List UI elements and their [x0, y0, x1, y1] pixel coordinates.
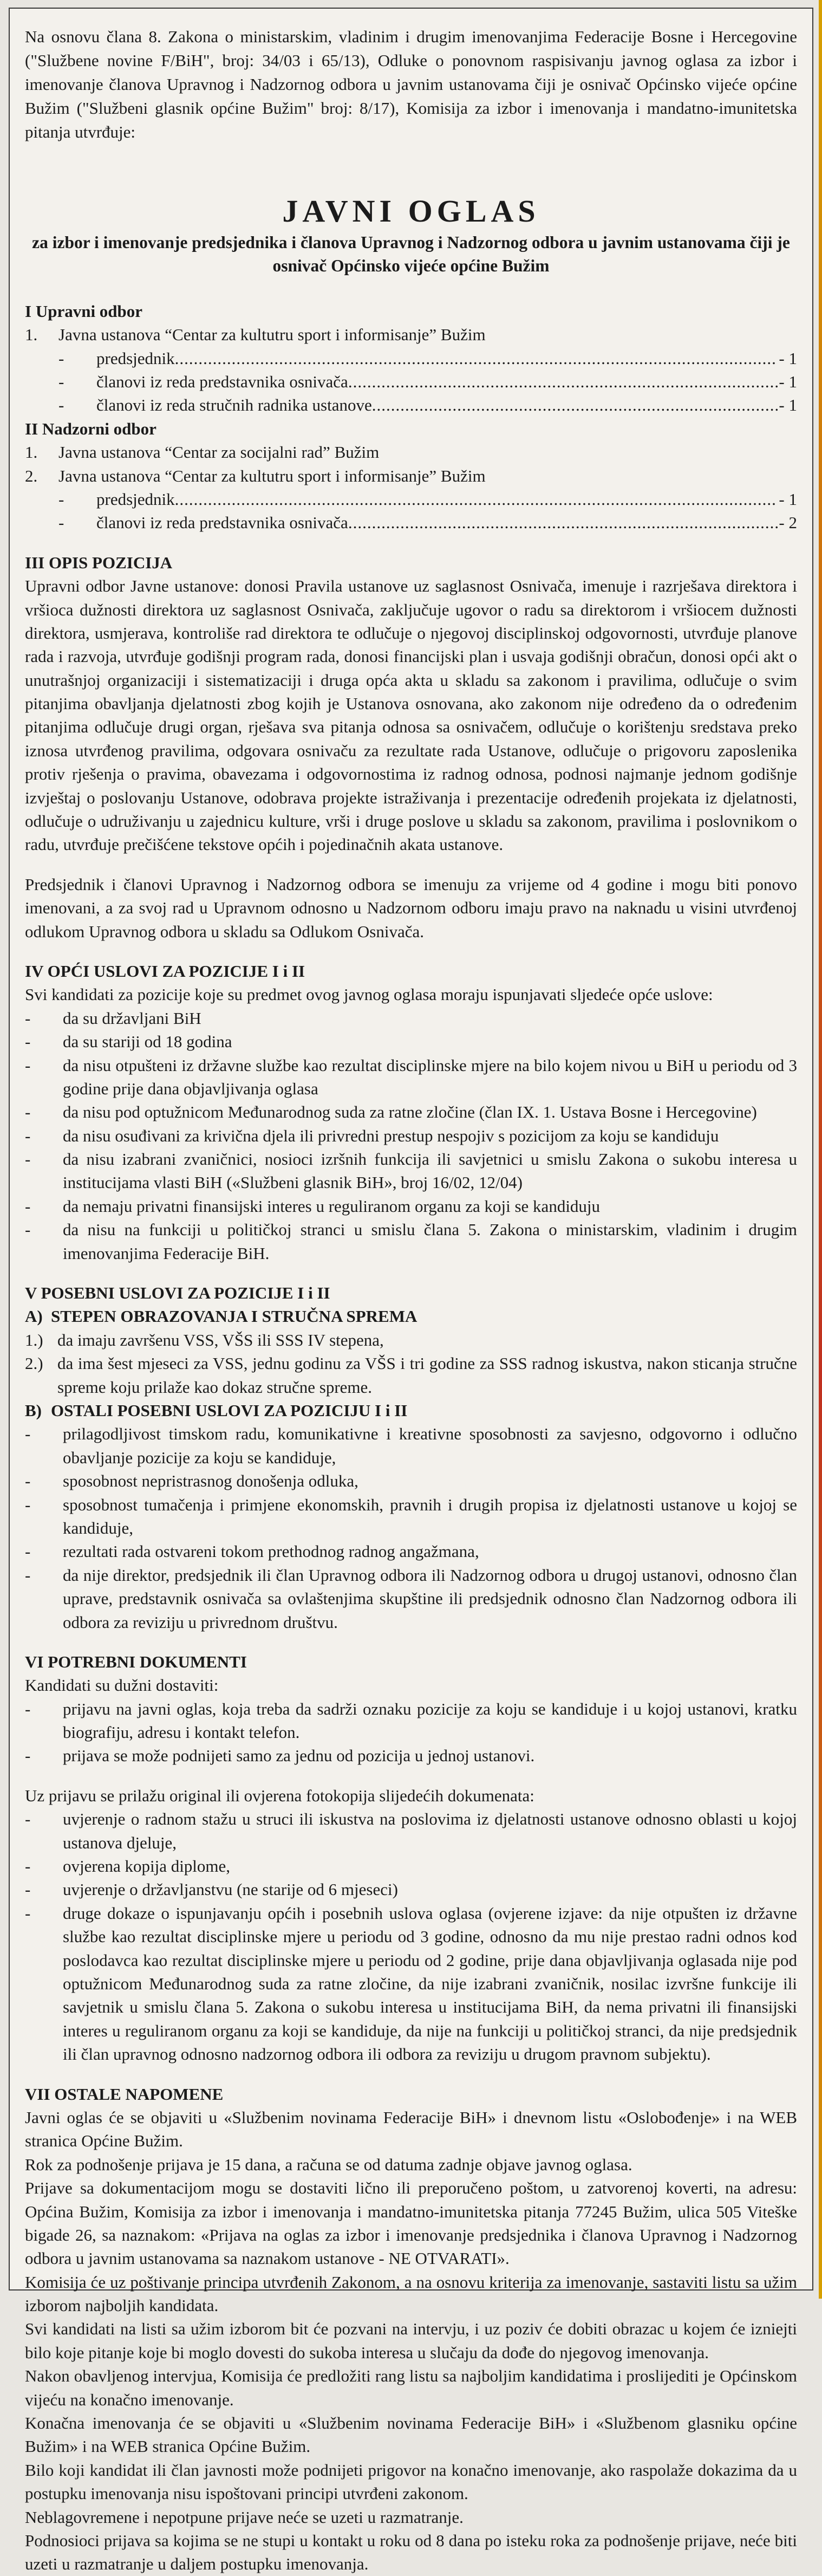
attachments-lead: Uz prijavu se prilažu original ili ovjerena fotokopija slijedećih dokumenata:: [25, 1786, 534, 1805]
note-paragraph: Podnosioci prijava sa kojima se ne stupi u kontakt u roku od 8 dana po isteku roka za podnošenje prijave, neće biti uzeti u razmatranje u daljem postupku imenovanja.: [25, 2530, 797, 2574]
position-line: - članovi iz reda predstavnika osnivača ..... - 1: [25, 370, 797, 393]
section-heading-nadzorni-odbor: II Nadzorni odbor: [25, 419, 156, 438]
section-heading-opis-pozicija: III OPIS POZICIJA: [25, 553, 173, 572]
section-heading-opci-uslovi: IV OPĆI USLOVI ZA POZICIJE I i II: [25, 961, 305, 981]
description-paragraph: Upravni odbor Javne ustanove: donosi Pravila ustanove uz saglasnost Osnivača, imenuje i razrješava direktora i vršioca dužnosti direktora uz saglasnost Osnivača, zaključuje ugovor o radu sa direktorom i vršiocem dužnosti direktora, usmjerava, kontroliše rad direktora te odlučuje o njegovoj disciplinskoj odgovornosti, utvrđuje planove rada i razvoja, utvrđuje godišnji program rada, donosi financijski plan i usvaja godišnji obračun, donosi opći akt o unutrašnjoj organizaciji i sistematizaciji i druga opća akta u skladu sa zakonom i pravilima, odlučuje o svim pitanjima obavljanja djelatnosti zbog kojih je Ustanova osnovana, ako zakonom nije određeno da o određenim pitanjima odlučuje drugi organ, rješava sva pitanja odnosa sa osnivačem, odlučuje o korištenju sredstava preko iznosa utvrđenog pravilima, odgovara osnivaču za rezultate rada Ustanove, odlučuje o prigovoru zaposlenika protiv rješenja o pravima, obavezama i odgovornostima iz radnog odnosa, podnosi najmanje jednom godišnje izvještaj o poslovanju Ustanove, odobrava projekte istraživanja i prezentacije određenih projekata iz djelatnosti, odlučuje o udruživanju u zajednicu kulture, vrši i druge poslove u skladu sa zakonom, pravilima i poslovnikom o radu, utvrđuje prečišćene tekstove općih i pojedinačnih akata ustanove.: [25, 576, 797, 854]
note-paragraph: Svi kandidati na listi sa užim izborom bit će pozvani na intervju, i uz poziv će dobiti obrazac u kojem će izniejti bilo koje pitanje koje bi moglo dovesti do sukoba interesa u slučaju da dođe do njegovog imenovanja.: [25, 2319, 797, 2362]
note-paragraph: Prijave sa dokumentacijom mogu se dostaviti lično ili preporučeno poštom, u zatvorenoj koverti, na adresu: Općina Bužim, Komisija za izbor i imenovanja i mandatno-imunitetska pitanja 77245 Bužim, ulica 505 Viteške bigade 26, sa naznakom: «Prijava na oglas za izbor i imenovanje predsjednika i članova Upravnog i Nadzornog odbora u javnim ustanovama sa naznakom ustanove - NE OTVARATI».: [25, 2178, 797, 2268]
section-heading-upravni-odbor: I Upravni odbor: [25, 301, 143, 321]
list-item: - da nemaju privatni finansijski interes u reguliranom organu za koji se kandiduju: [25, 1196, 601, 1216]
intro-paragraph: Na osnovu člana 8. Zakona o ministarskim, vladinim i drugim imenovanjima Federacije Bosne i Hercegovine ("Službene novine F/BiH", broj: 34/03 i 65/13), Odluke o ponovnom raspisivanju javnog oglasa za izbor i imenovanje članova Upravnog i Nadzornog odbora u javnim ustanovama čiji je osnivač Općinsko vijeće općine Bužim ("Službeni glasnik općine Bužim" broj: 8/17), Komisija za izbor i imenovanja i mandatno-imunitetska pitanja utvrđuje:: [25, 27, 797, 142]
subsection-heading-b: B) OSTALI POSEBNI USLOVI ZA POZICIJU I i II: [25, 1401, 408, 1420]
note-paragraph: Konačna imenovanja će se objaviti u «Službenim novinama Federacije BiH» i «Službenom glasniku općine Bužim» i na WEB stranica Općine Bužim.: [25, 2413, 797, 2456]
subsection-heading-a: A) STEPEN OBRAZOVANJA I STRUČNA SPREMA: [25, 1307, 417, 1326]
announcement-subtitle: za izbor i imenovanje predsjednika i članova Upravnog i Nadzornog odbora u javnim ustanovama čiji je osnivač Općinsko vijeće općine Bužim: [32, 232, 790, 276]
list-item: - druge dokaze o ispunjavanju općih i posebnih uslova oglasa (ovjerene izjave: da nije otpušten iz državne službe kao rezultat disciplinske mjere u periodu od 3 godine, odnosno da mu nije prestao radni odnos kod poslodavca kao rezultat disciplinske mjere u periodu od 2 godine, prije dana objavljivanja oglasada nije pod optužnicom Međunarodnog suda za ratne zločine, da nije izabrani zvaničnik, nosilac izvršne funkcije ili savjetnik u smislu člana 5. Zakona o sukobu interesa u institucijama BiH, da nema privatni ili finansijski interes u reguliranom organu za koji se kandiduje, da nije na funkciji u političkoj stranci, da nije predsjednik ili član upravnog odnosno nadzornog odbora ili odbora za reviziju u drugom pravnom subjektu).: [25, 1903, 797, 2064]
section-heading-potrebni-dokumenti: VI POTREBNI DOKUMENTI: [25, 1652, 247, 1671]
note-paragraph: Neblagovremene i nepotpune prijave neće se uzeti u razmatranje.: [25, 2507, 464, 2527]
general-conditions-lead: Svi kandidati za pozicije koje su predmet ovog javnog oglasa moraju ispunjavati sljedeće opće uslove:: [25, 985, 713, 1004]
mandate-paragraph: Predsjednik i članovi Upravnog i Nadzornog odbora se imenuju za vrijeme od 4 godine i mogu biti ponovo imenovani, a za svoj rad u Upravnom odnosno u Nadzornom odboru imaju pravo na naknadu u visini utvrđenoj odlukom Upravnog odbora u skladu sa Odlukom Osnivača.: [25, 874, 797, 941]
note-paragraph: Rok za podnošenje prijava je 15 dana, a računa se od datuma zadnje objave javnog oglasa.: [25, 2155, 632, 2174]
list-item: - da nije direktor, predsjednik ili član Upravnog odbora ili Nadzornog odbora u drugoj ustanovi, odnosno član uprave, predstavnik osnivača sa ovlaštenjima skupštine ili predsjednik odnosno član Nadzornog odbora ili odbora za reviziju u privrednom društvu.: [25, 1565, 797, 1632]
list-item: 2. Javna ustanova “Centar za kultutru sport i informisanje” Bužim: [25, 466, 486, 485]
position-line: - članovi iz reda stručnih radnika ustanove ..... - 1: [25, 393, 797, 417]
list-item: - da nisu izabrani zvaničnici, nosioci izršnih funkcija ili savjetnici u smislu Zakona o sukobu interesa u institucijama vlasti BiH («Službeni glasnik BiH», broj 16/02, 12/04): [25, 1150, 797, 1192]
position-line: - predsjednik ..... - 1: [25, 488, 797, 511]
section-heading-ostale-napomene: VII OSTALE NAPOMENE: [25, 2084, 224, 2104]
list-item: - da su stariji od 18 godina: [25, 1032, 232, 1052]
list-item: - da nisu pod optužnicom Međunarodnog suda za ratne zločine (član IX. 1. Ustava Bosne i Hercegovine): [25, 1102, 757, 1122]
list-item: 2.) da ima šest mjeseci za VSS, jednu godinu za VŠS i tri godine za SSS radnog iskustva, nakon sticanja stručne spreme koju prilaže kao dokaz stručne spreme.: [25, 1354, 797, 1397]
list-item: - da nisu otpušteni iz državne službe kao rezultat disciplinske mjere na bilo kojem nivou u BiH u periodu od 3 godine prije dana objavljivanja oglasa: [25, 1055, 797, 1098]
list-item: 1. Javna ustanova “Centar za kultutru sport i informisanje” Bužim: [25, 325, 486, 345]
announcement-title: JAVNI OGLAS: [282, 193, 540, 229]
position-line: - predsjednik ..... - 1: [25, 347, 797, 370]
note-paragraph: Bilo koji kandidat ili član javnosti može podnijeti prigovor na konačno imenovanje, ako raspolaže dokazima da u postupku imenovanja nisu ispoštovani principi utvrđeni zakonom.: [25, 2460, 797, 2503]
list-item: - da su državljani BiH: [25, 1008, 201, 1028]
list-item: - prilagodljivost timskom radu, komunikativne i kreativne sposobnosti za savjesno, odgovorno i odlučno obavljanje pozicije za koju se kandiduje,: [25, 1424, 797, 1467]
list-item: 1. Javna ustanova “Centar za socijalni rad” Bužim: [25, 443, 380, 462]
note-paragraph: Komisija će uz poštivanje principa utvrđenih Zakonom, a na osnovu kriterija za imenovanje, sastaviti listu sa užim izborom najboljih kandidata.: [25, 2272, 797, 2315]
list-item: - prijava se može podnijeti samo za jednu od pozicija u jednoj ustanovi.: [25, 1746, 535, 1766]
section-heading-posebni-uslovi: V POSEBNI USLOVI ZA POZICIJE I i II: [25, 1283, 330, 1303]
list-item: - rezultati rada ostvareni tokom prethodnog radnog angažmana,: [25, 1542, 479, 1561]
list-item: - ovjerena kopija diplome,: [25, 1857, 231, 1876]
note-paragraph: Javni oglas će se objaviti u «Službenim novinama Federacije BiH» i dnevnom listu «Oslobođenje» i na WEB stranica Općine Bužim.: [25, 2107, 797, 2151]
list-item: - sposobnost nepristrasnog donošenja odluka,: [25, 1471, 358, 1491]
note-paragraph: Nakon obavljenog intervjua, Komisija će predložiti rang listu sa najboljim kandidatima i proslijediti je Općinskom vijeću na konačno imenovanje.: [25, 2366, 797, 2409]
list-item: 1.) da imaju završenu VSS, VŠS ili SSS IV stepena,: [25, 1330, 384, 1349]
list-item: - da nisu na funkciji u političkoj stranci u smislu člana 5. Zakona o ministarskim, vladinim i drugim imenovanjima Federacije BiH.: [25, 1220, 797, 1263]
documents-lead: Kandidati su dužni dostaviti:: [25, 1676, 219, 1695]
announcement-page: [9, 8, 813, 2574]
page-edge-stripe: [819, 0, 822, 2299]
position-line: - članovi iz reda predstavnika osnivača ..... - 2: [25, 511, 797, 534]
list-item: - sposobnost tumačenja i primjene ekonomskih, pravnih i drugih propisa iz djelatnosti ustanove u kojoj se kandiduje,: [25, 1495, 797, 1537]
list-item: - uvjerenje o državljanstvu (ne starije od 6 mjeseci): [25, 1880, 398, 1899]
list-item: - uvjerenje o radnom stažu u struci ili iskustva na poslovima iz djelatnosti ustanove odnosno oblasti u kojoj ustanova djeluje,: [25, 1809, 797, 1852]
list-item: - prijavu na javni oglas, koja treba da sadrži oznaku pozicije za koju se kandiduje i u kojoj ustanovi, kratku biografiju, adresu i kontakt telefon.: [25, 1699, 797, 1742]
list-item: - da nisu osuđivani za krivična djela ili privredni prestup nespojiv s pozicijom za koju se kandiduju: [25, 1126, 719, 1145]
